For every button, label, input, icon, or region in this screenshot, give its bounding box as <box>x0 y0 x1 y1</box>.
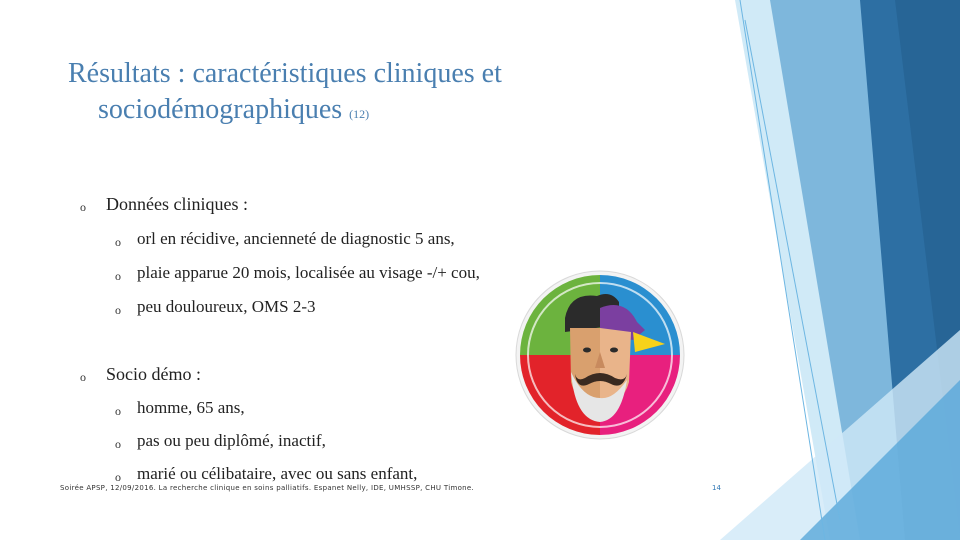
title-reference: (12) <box>349 107 370 121</box>
list-item <box>115 229 455 249</box>
bullet-marker: o <box>115 470 121 484</box>
list-item-text: orl en récidive, ancienneté de diagnostic 5 ans, <box>137 229 455 248</box>
list-item-text: plaie apparue 20 mois, localisée au visage -/+ cou, <box>137 263 480 282</box>
page-number: 14 <box>712 484 721 492</box>
bullet-marker: o <box>115 303 121 317</box>
list-item <box>115 431 326 451</box>
bullet-marker: o <box>80 370 86 384</box>
bullet-marker: o <box>115 404 121 418</box>
title-line-1: Résultats : caractéristiques cliniques et <box>68 58 502 89</box>
section-clinical <box>80 194 248 215</box>
bullet-marker: o <box>80 200 86 214</box>
list-item-text: marié ou célibataire, avec ou sans enfant, <box>137 464 418 483</box>
section-socio <box>80 364 201 385</box>
list-item <box>115 297 316 317</box>
title-line-2 <box>68 92 369 132</box>
list-item-text: peu douloureux, OMS 2-3 <box>137 297 316 316</box>
list-item-text: homme, 65 ans, <box>137 398 245 417</box>
bullet-marker: o <box>115 269 121 283</box>
bullet-marker: o <box>115 235 121 249</box>
bullet-marker: o <box>115 437 121 451</box>
list-item <box>115 464 418 484</box>
slide-footer: Soirée APSP, 12/09/2016. La recherche clinique en soins palliatifs. Espanet Nelly, IDE, UMHSSP, CHU Timone. <box>60 484 475 492</box>
section-clinical-label: Données cliniques : <box>106 194 248 214</box>
list-item <box>115 263 480 283</box>
list-item-text: pas ou peu diplômé, inactif, <box>137 431 326 450</box>
title-line-2-text: sociodémographiques <box>98 94 343 125</box>
face-eye-left <box>583 348 591 353</box>
slide-title <box>68 56 502 132</box>
face-eye-right <box>610 348 618 353</box>
composite-face-illustration <box>515 270 685 440</box>
section-socio-label: Socio démo : <box>106 364 201 384</box>
list-item <box>115 398 245 418</box>
